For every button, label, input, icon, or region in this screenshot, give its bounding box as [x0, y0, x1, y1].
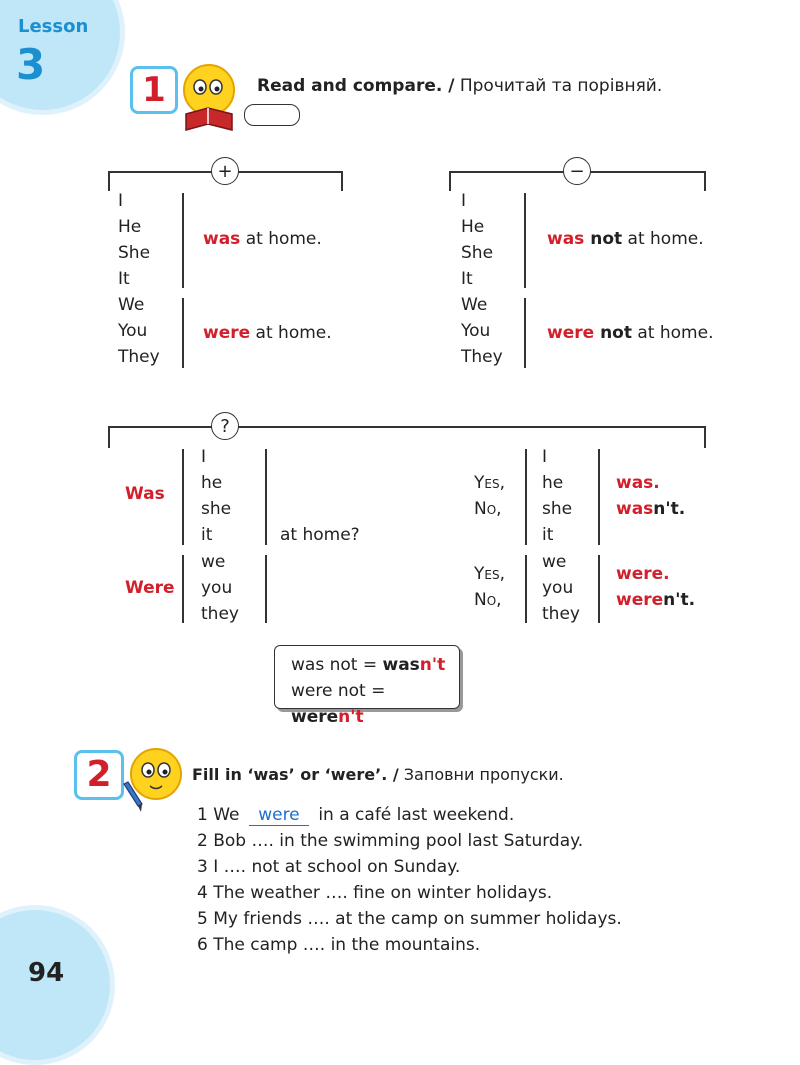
contraction-1-bold: was — [382, 655, 420, 675]
q-no-2: No, — [474, 590, 502, 610]
positive-bracket-left — [108, 171, 110, 191]
neg-sentence-were — [547, 320, 713, 346]
q-divider-ans-3 — [598, 449, 600, 545]
neg-pron-i: I — [461, 191, 467, 211]
pos-pron-she: She — [118, 243, 151, 263]
neg-sentence-was — [547, 226, 704, 252]
ans-was-neg — [616, 496, 685, 522]
question-bracket-left — [108, 426, 110, 448]
question-bracket-top — [108, 426, 705, 428]
pos-rest-1: at home. — [240, 229, 322, 249]
negative-divider-2 — [524, 298, 526, 368]
plus-symbol: + — [211, 157, 239, 185]
exercise-1-before: We — [213, 805, 240, 825]
exercise-4-text: The weather …. fine on winter holidays. — [213, 883, 553, 903]
exercise-5-number: 5 — [197, 909, 208, 929]
question-bracket-right — [704, 426, 706, 448]
task1-number-box — [130, 66, 178, 114]
exercise-1-number: 1 — [197, 805, 208, 825]
pos-sentence-were — [203, 320, 332, 346]
task2-number-box — [74, 750, 124, 800]
task2-title — [192, 765, 564, 784]
q-divider-mid-1 — [265, 449, 267, 545]
exercise-2-text: Bob …. in the swimming pool last Saturday. — [213, 831, 584, 851]
ans-was-pos: was. — [616, 473, 660, 493]
neg-rest-1: at home. — [622, 229, 704, 249]
q-pron-we: we — [201, 552, 226, 572]
q-pron-she: she — [201, 499, 232, 519]
pos-rest-2: at home. — [250, 323, 332, 343]
minus-symbol: − — [563, 157, 591, 185]
a-pron-it: it — [542, 525, 554, 545]
contraction-line-1 — [291, 652, 459, 678]
a-pron-we: we — [542, 552, 567, 572]
q-pron-they: they — [201, 604, 239, 624]
ans-were-neg-black: n't. — [663, 590, 696, 610]
q-divider-ans-1 — [525, 449, 527, 545]
pos-pron-we: We — [118, 295, 145, 315]
exercise-item-1 — [197, 805, 514, 826]
q-divider-ans-4 — [598, 555, 600, 623]
neg-verb-were: were — [547, 323, 595, 343]
contraction-line-2 — [291, 678, 459, 730]
exercise-5-text: My friends …. at the camp on summer holidays. — [213, 909, 622, 929]
pos-pron-they: They — [118, 347, 160, 367]
a-pron-i: I — [542, 447, 548, 467]
pos-pron-you: You — [118, 321, 148, 341]
task1-bubble — [244, 104, 300, 126]
pos-pron-it: It — [118, 269, 130, 289]
a-pron-she: she — [542, 499, 573, 519]
pos-verb-was: was — [203, 229, 241, 249]
contraction-1-plain: was not = — [291, 655, 383, 675]
task2-title-bold: Fill in ‘was’ or ‘were’. / — [192, 765, 399, 784]
task1-number: 1 — [142, 70, 166, 110]
positive-divider-2 — [182, 298, 184, 368]
neg-pron-she: She — [461, 243, 494, 263]
q-divider-left-1 — [182, 449, 184, 545]
ans-were-neg-red: were — [616, 590, 664, 610]
contraction-2-plain: were not = — [291, 681, 386, 701]
neg-not-1: not — [584, 229, 623, 249]
neg-rest-2: at home. — [631, 323, 714, 343]
lesson-number: 3 — [16, 40, 46, 89]
q-pron-you: you — [201, 578, 233, 598]
q-was: Was — [125, 484, 165, 504]
exercise-item-4 — [197, 883, 552, 903]
task1-title-bold: Read and compare. / — [257, 76, 455, 96]
ans-were-pos: were. — [616, 564, 670, 584]
exercise-4-number: 4 — [197, 883, 208, 903]
ans-was-neg-red: was — [616, 499, 654, 519]
exercise-item-3 — [197, 857, 460, 877]
pos-pron-i: I — [118, 191, 124, 211]
exercise-3-number: 3 — [197, 857, 208, 877]
contraction-2-bold: were — [291, 707, 339, 727]
positive-bracket-right — [341, 171, 343, 191]
task2-number: 2 — [86, 754, 112, 795]
q-no-1: No, — [474, 499, 502, 519]
exercise-3-text: I …. not at school on Sunday. — [213, 857, 461, 877]
neg-not-2: not — [594, 323, 632, 343]
q-yes-2: Yes, — [474, 564, 505, 584]
neg-pron-he: He — [461, 217, 485, 237]
q-were: Were — [125, 578, 175, 598]
exercise-1-answer: were — [249, 805, 309, 826]
q-pron-it: it — [201, 525, 213, 545]
q-divider-mid-2 — [265, 555, 267, 623]
smiley-reading-icon — [176, 62, 246, 134]
exercise-item-5 — [197, 909, 622, 929]
neg-verb-was: was — [547, 229, 585, 249]
a-pron-they: they — [542, 604, 580, 624]
positive-divider-1 — [182, 193, 184, 288]
q-divider-ans-2 — [525, 555, 527, 623]
q-pron-he: he — [201, 473, 223, 493]
smiley-writing-icon — [118, 744, 184, 814]
a-pron-you: you — [542, 578, 574, 598]
neg-pron-it: It — [461, 269, 473, 289]
neg-pron-you: You — [461, 321, 491, 341]
pos-sentence-was — [203, 226, 322, 252]
negative-bracket-right — [704, 171, 706, 191]
exercise-item-2 — [197, 831, 583, 851]
ans-were-neg — [616, 587, 695, 613]
q-pron-i: I — [201, 447, 207, 467]
page-number: 94 — [28, 958, 65, 988]
exercise-6-number: 6 — [197, 935, 208, 955]
contraction-1-red: n't — [419, 655, 446, 675]
q-yes-1: Yes, — [474, 473, 505, 493]
task2-title-rest: Заповни пропуски. — [398, 765, 564, 784]
negative-divider-1 — [524, 193, 526, 288]
q-tail: at home? — [280, 525, 360, 545]
pos-verb-were: were — [203, 323, 251, 343]
pos-pron-he: He — [118, 217, 142, 237]
exercise-item-6 — [197, 935, 480, 955]
q-divider-left-2 — [182, 555, 184, 623]
contraction-box — [274, 645, 460, 727]
exercise-2-number: 2 — [197, 831, 208, 851]
lesson-label: Lesson — [18, 16, 89, 37]
exercise-1-after: in a café last weekend. — [318, 805, 515, 825]
exercise-6-text: The camp …. in the mountains. — [213, 935, 481, 955]
neg-pron-they: They — [461, 347, 503, 367]
task1-title — [257, 76, 662, 96]
neg-pron-we: We — [461, 295, 488, 315]
contraction-2-red: n't — [338, 707, 364, 727]
a-pron-he: he — [542, 473, 564, 493]
ans-was-neg-black: n't. — [653, 499, 686, 519]
task1-title-rest: Прочитай та порівняй. — [454, 76, 663, 96]
negative-bracket-left — [449, 171, 451, 191]
question-symbol: ? — [211, 412, 239, 440]
